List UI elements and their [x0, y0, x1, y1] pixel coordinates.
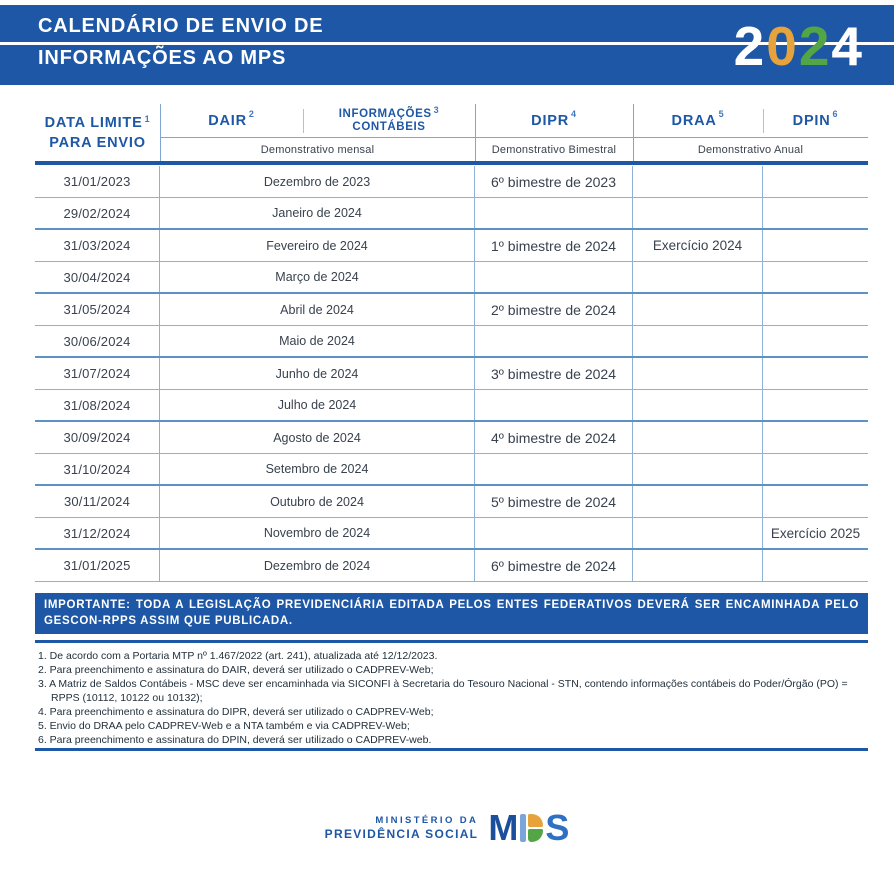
cell-draa	[633, 166, 763, 197]
subheader-demonstrativo-anual: Demonstrativo Anual	[697, 143, 804, 156]
mps-logo-s: S	[545, 807, 570, 848]
cell-data-limite: 31/12/2024	[35, 518, 160, 548]
table-row	[35, 422, 868, 454]
cell-draa	[633, 262, 763, 292]
cell-dair-informacoes-contabeis: Maio de 2024	[160, 326, 475, 356]
cell-data-limite: 31/01/2023	[35, 166, 160, 197]
ministry-line2: PREVIDÊNCIA SOCIAL	[324, 827, 479, 841]
cell-draa	[633, 454, 763, 484]
header-divider	[763, 109, 764, 133]
cell-dpin	[763, 230, 868, 261]
cell-dpin	[763, 166, 868, 197]
cell-data-limite: 30/06/2024	[35, 326, 160, 356]
mps-logo	[488, 807, 570, 848]
mps-logo-m: M	[488, 807, 519, 848]
cell-draa	[633, 422, 763, 453]
footnote-item: 2. Para preenchimento e assinatura do DAIR, deverá ser utilizado o CADPREV-Web;	[38, 664, 434, 676]
footnote-ref-3: 3	[433, 104, 440, 115]
cell-data-limite: 31/10/2024	[35, 454, 160, 484]
cell-dipr: 6º bimestre de 2024	[475, 550, 633, 581]
table-row	[35, 166, 868, 198]
column-header-dair: DAIR $^2$	[208, 108, 255, 129]
cell-dipr: 4º bimestre de 2024	[475, 422, 633, 453]
year-2024	[733, 15, 864, 77]
cell-dair-informacoes-contabeis: Setembro de 2024	[160, 454, 475, 484]
cell-data-limite: 31/08/2024	[35, 390, 160, 420]
cell-dipr: 6º bimestre de 2023	[475, 166, 633, 197]
cell-dipr	[475, 518, 633, 548]
table-row	[35, 262, 868, 294]
cell-dpin	[763, 486, 868, 517]
table-row	[35, 486, 868, 518]
footnote-item: 3. A Matriz de Saldos Contábeis - MSC deve ser encaminhada via SICONFI à Secretaria do Tesouro Nacional - STN, contendo informações contábeis do Poder/Órgão (PO) = RPPS (10112, 10122 ou 10132);	[38, 678, 848, 704]
table-row	[35, 550, 868, 582]
calendar-table-header	[35, 104, 868, 166]
footnotes-list	[38, 649, 860, 747]
cell-data-limite: 30/04/2024	[35, 262, 160, 292]
important-notice-text: IMPORTANTE: TODA A LEGISLAÇÃO PREVIDENCIÁRIA EDITADA PELOS ENTES FEDERATIVOS DEVERÁ SER ENCAMINHADA PELO GESCON-RPPS ASSIM QUE PUBLICADA.	[44, 599, 859, 627]
table-row	[35, 518, 868, 550]
cell-draa	[633, 294, 763, 325]
year-digit: 2	[798, 15, 832, 77]
table-row	[35, 326, 868, 358]
column-header-informacoes-contabeis: INFORMAÇÕES $^3$ CONTÁBEIS	[338, 104, 440, 133]
cell-dair-informacoes-contabeis: Agosto de 2024	[160, 422, 475, 453]
cell-dair-informacoes-contabeis: Novembro de 2024	[160, 518, 475, 548]
cell-draa	[633, 486, 763, 517]
cell-dair-informacoes-contabeis: Fevereiro de 2024	[160, 230, 475, 261]
page-title-line2: INFORMAÇÕES AO MPS	[38, 47, 287, 69]
header-divider	[303, 109, 304, 133]
cell-dipr	[475, 262, 633, 292]
cell-dipr	[475, 390, 633, 420]
table-row	[35, 198, 868, 230]
cell-draa	[633, 518, 763, 548]
cell-dipr	[475, 454, 633, 484]
calendar-table-body	[35, 166, 868, 582]
footnote-item: 1. De acordo com a Portaria MTP nº 1.467/2022 (art. 241), atualizada até 12/12/2023.	[38, 650, 438, 662]
page-title-line1: CALENDÁRIO DE ENVIO DE	[38, 15, 324, 37]
footnote-item: 5. Envio do DRAA pelo CADPREV-Web e a NTA também e via CADPREV-Web;	[38, 720, 410, 732]
cell-draa	[633, 326, 763, 356]
footnote-ref-4: 4	[571, 108, 577, 119]
cell-dipr	[475, 198, 633, 228]
page-title	[38, 10, 323, 74]
footnote-ref-5: 5	[718, 108, 725, 119]
cell-dipr: 3º bimestre de 2024	[475, 358, 633, 389]
cell-dpin	[763, 262, 868, 292]
ministry-line1: MINISTÉRIO DA	[375, 815, 479, 826]
column-header-dpin: DPIN $^6$	[792, 108, 839, 129]
cell-dpin	[763, 294, 868, 325]
ministry-wordmark	[325, 814, 479, 842]
cell-dpin	[763, 358, 868, 389]
year-digit: 2	[733, 15, 767, 77]
year-digit: 4	[831, 15, 864, 77]
cell-dair-informacoes-contabeis: Janeiro de 2024	[160, 198, 475, 228]
cell-dipr	[475, 326, 633, 356]
cell-data-limite: 29/02/2024	[35, 198, 160, 228]
cell-dair-informacoes-contabeis: Dezembro de 2023	[160, 166, 475, 197]
cell-dair-informacoes-contabeis: Abril de 2024	[160, 294, 475, 325]
footnote-ref-1: 1	[144, 113, 151, 124]
cell-dipr: 1º bimestre de 2024	[475, 230, 633, 261]
subheader-demonstrativo-mensal: Demonstrativo mensal	[160, 138, 476, 161]
cell-draa: Exercício 2024	[633, 230, 763, 261]
cell-dpin	[763, 390, 868, 420]
footnote-item: 6. Para preenchimento e assinatura do DPIN, deverá ser utilizado o CADPREV-web.	[38, 734, 432, 746]
cell-dair-informacoes-contabeis: Dezembro de 2024	[160, 550, 475, 581]
header-banner	[0, 5, 894, 85]
year-digit: 0	[766, 15, 799, 77]
cell-draa	[633, 198, 763, 228]
subheader-demonstrativo-bimestral: Demonstrativo Bimestral	[475, 138, 634, 161]
table-row	[35, 390, 868, 422]
cell-data-limite: 31/03/2024	[35, 230, 160, 261]
cell-data-limite: 31/01/2025	[35, 550, 160, 581]
cell-data-limite: 31/05/2024	[35, 294, 160, 325]
cell-dpin: Exercício 2025	[770, 525, 861, 541]
cell-dair-informacoes-contabeis: Março de 2024	[160, 262, 475, 292]
cell-data-limite: 31/07/2024	[35, 358, 160, 389]
table-row	[35, 230, 868, 262]
column-header-data-limite: DATA LIMITE $^1$ PARA ENVIO	[44, 113, 151, 151]
separator-rule-bottom	[35, 748, 868, 751]
cell-dair-informacoes-contabeis: Julho de 2024	[160, 390, 475, 420]
mps-logo-p-icon	[520, 814, 543, 842]
footnote-ref-2: 2	[248, 108, 255, 119]
cell-dpin	[763, 326, 868, 356]
cell-dair-informacoes-contabeis: Outubro de 2024	[160, 486, 475, 517]
cell-dpin	[763, 550, 868, 581]
separator-rule-top	[35, 640, 868, 643]
cell-draa	[633, 390, 763, 420]
cell-dair-informacoes-contabeis: Junho de 2024	[160, 358, 475, 389]
footnote-ref-6: 6	[832, 108, 839, 119]
cell-dpin	[763, 422, 868, 453]
table-row	[35, 294, 868, 326]
header-accent-bar	[35, 161, 868, 165]
cell-draa	[633, 550, 763, 581]
footer	[0, 807, 894, 848]
cell-draa	[633, 358, 763, 389]
column-header-dipr: DIPR $^4$	[531, 108, 577, 129]
cell-data-limite: 30/11/2024	[35, 486, 160, 517]
cell-dpin	[763, 198, 868, 228]
cell-dipr: 5º bimestre de 2024	[475, 486, 633, 517]
cell-data-limite: 30/09/2024	[35, 422, 160, 453]
table-row	[35, 358, 868, 390]
table-row	[35, 454, 868, 486]
cell-dpin	[763, 454, 868, 484]
footnote-item: 4. Para preenchimento e assinatura do DIPR, deverá ser utilizado o CADPREV-Web;	[38, 706, 434, 718]
important-notice	[35, 593, 868, 634]
cell-dipr: 2º bimestre de 2024	[475, 294, 633, 325]
column-header-draa: DRAA $^5$	[671, 108, 725, 129]
